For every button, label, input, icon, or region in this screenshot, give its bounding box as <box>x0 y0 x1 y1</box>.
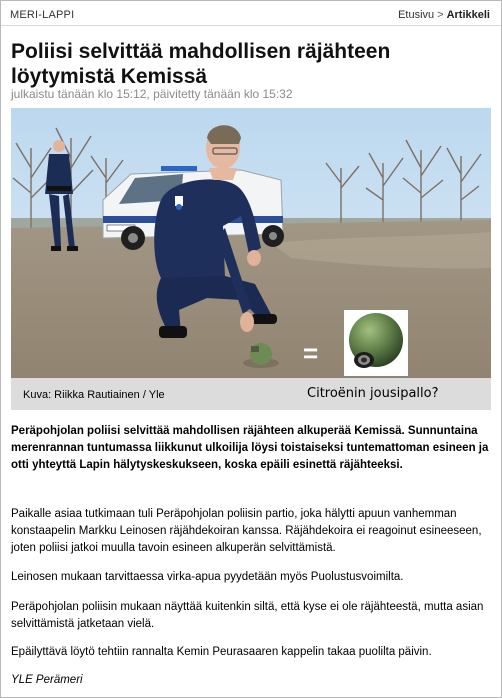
article-author: YLE Perämeri <box>11 674 83 686</box>
breadcrumb <box>398 9 490 21</box>
section-label: MERI-LAPPI <box>10 9 75 21</box>
top-bar <box>1 1 501 26</box>
article-paragraph: Leinosen mukaan tarvittaessa virka-apua pyydetään myös Puolustusvoimilta. <box>11 571 404 583</box>
article-paragraph: Peräpohjolan poliisin mukaan näyttää kuitenkin siltä, että kyse ei ole räjähteestä, mutta asian selvittämistä jatketaan vielä. <box>11 601 484 630</box>
photo-credit: Kuva: Riikka Rautiainen / Yle <box>23 389 165 401</box>
grenade-inset <box>344 310 408 376</box>
publish-timestamp: julkaistu tänään klo 15:12, päivitetty tänään klo 15:32 <box>11 87 293 101</box>
news-photo <box>11 108 491 410</box>
overlay-caption: Citroënin jousipallo? <box>307 386 439 401</box>
photo-caption-bar <box>11 378 491 410</box>
overlay-equals: = <box>303 338 319 368</box>
breadcrumb-separator: > <box>437 9 444 21</box>
page-title: Poliisi selvittää mahdollisen räjähteen löytymistä Kemissä <box>11 40 391 88</box>
breadcrumb-home-link[interactable]: Etusivu <box>398 9 435 21</box>
green-sphere-icon <box>344 310 408 376</box>
article-lead: Peräpohjolan poliisi selvittää mahdollisen räjähteen alkuperää Kemissä. Sunnuntaina merenrannan tuntumassa liikkunut ulkoilija löysi toistaiseksi tuntemattoman esineen ja otti yhteyttä Lapin hälytyskeskukseen, koska epäili esinettä räjähteeksi. <box>11 425 489 471</box>
article-paragraph: Epäilyttävä löytö tehtiin rannalta Kemin Peurasaaren kappelin takaa puolilta päivin. <box>11 646 432 658</box>
article-paragraph: Paikalle asiaa tutkimaan tuli Peräpohjolan poliisin partio, joka hälytti apuun vanhemman konstaapelin Markku Leinosen räjähdekoiran kanssa. Räjähdekoira ei reagoinut esineeseen, joten poliisi jatkoi muulla tavoin esineen alkuperän selvittämistä. <box>11 508 482 554</box>
news-photo-police-icon <box>11 108 491 410</box>
breadcrumb-current: Artikkeli <box>446 9 490 21</box>
